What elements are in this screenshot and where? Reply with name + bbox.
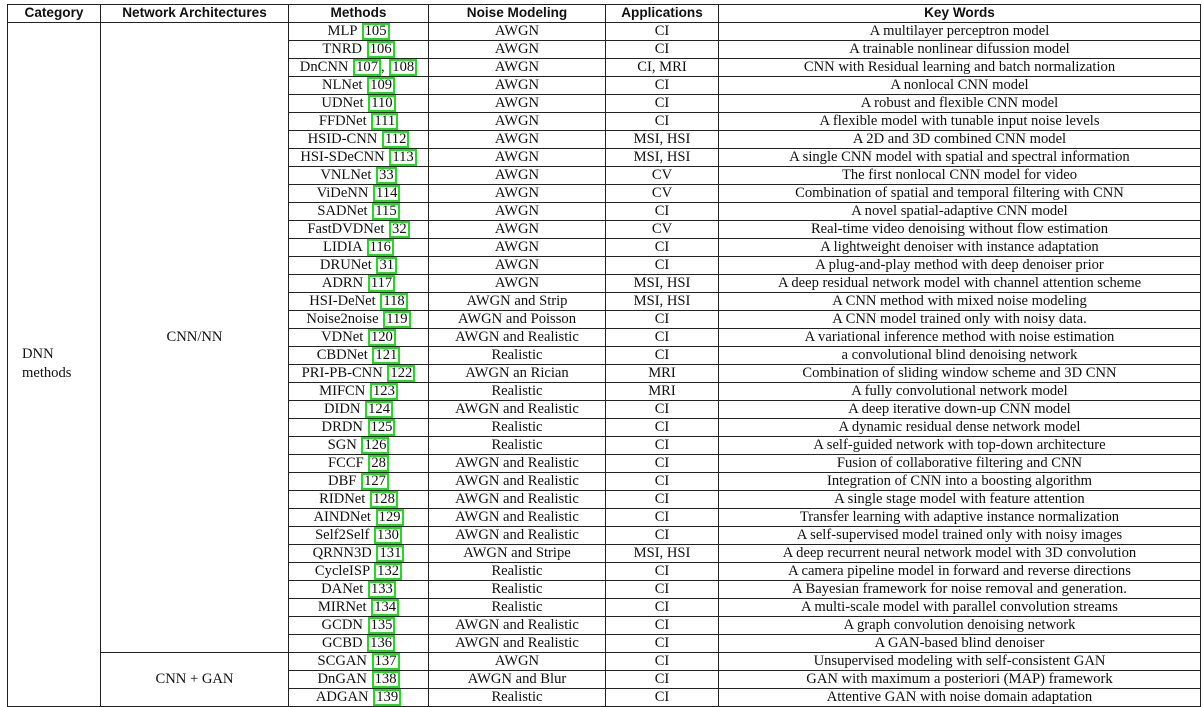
applications-cell: CV: [606, 220, 719, 238]
method-cell: [289, 580, 429, 598]
table-header: [8, 5, 1201, 23]
citation-link[interactable]: 127: [361, 473, 389, 490]
table-row: [8, 652, 1201, 670]
method-name: HSID-CNN: [307, 130, 378, 147]
method-name: UDNet: [321, 94, 364, 111]
method-name: QRNN3D: [312, 544, 372, 561]
method-name: MIRNet: [317, 598, 367, 615]
key-words-cell: A self-supervised model trained only with noisy images: [719, 526, 1201, 544]
applications-cell: CI: [606, 328, 719, 346]
citation-link[interactable]: 132: [374, 563, 402, 580]
applications-cell: CI: [606, 526, 719, 544]
method-name: CycleISP: [314, 562, 370, 579]
key-words-cell: A dynamic residual dense network model: [719, 418, 1201, 436]
noise-modeling-cell: AWGN: [429, 40, 606, 58]
applications-cell: CV: [606, 184, 719, 202]
noise-modeling-cell: AWGN and Blur: [429, 670, 606, 688]
citation-link[interactable]: 120: [368, 329, 396, 346]
method-cell: [289, 148, 429, 166]
key-words-cell: a convolutional blind denoising network: [719, 346, 1201, 364]
method-cell: [289, 382, 429, 400]
method-name: SCGAN: [317, 652, 367, 669]
key-words-cell: A fully convolutional network model: [719, 382, 1201, 400]
citation-link[interactable]: 108: [389, 59, 417, 76]
citation-link[interactable]: 130: [374, 527, 402, 544]
key-words-cell: The first nonlocal CNN model for video: [719, 166, 1201, 184]
method-cell: [289, 472, 429, 490]
method-name: DRUNet: [319, 256, 372, 273]
noise-modeling-cell: AWGN: [429, 130, 606, 148]
applications-cell: CI: [606, 76, 719, 94]
key-words-cell: A graph convolution denoising network: [719, 616, 1201, 634]
citation-link[interactable]: 137: [372, 653, 400, 670]
citation-link[interactable]: 135: [368, 617, 396, 634]
method-cell: [289, 184, 429, 202]
key-words-cell: A CNN model trained only with noisy data.: [719, 310, 1201, 328]
noise-modeling-cell: AWGN and Realistic: [429, 508, 606, 526]
key-words-cell: A trainable nonlinear difussion model: [719, 40, 1201, 58]
key-words-cell: A CNN method with mixed noise modeling: [719, 292, 1201, 310]
method-name: SADNet: [317, 202, 368, 219]
key-words-cell: A flexible model with tunable input noise levels: [719, 112, 1201, 130]
method-cell: [289, 130, 429, 148]
architecture-cell: CNN + GAN: [101, 652, 289, 706]
method-cell: [289, 220, 429, 238]
key-words-cell: A GAN-based blind denoiser: [719, 634, 1201, 652]
applications-cell: CI: [606, 652, 719, 670]
method-cell: [289, 202, 429, 220]
method-name: AINDNet: [313, 508, 371, 525]
applications-cell: MSI, HSI: [606, 148, 719, 166]
applications-cell: MSI, HSI: [606, 292, 719, 310]
noise-modeling-cell: AWGN: [429, 238, 606, 256]
noise-modeling-cell: AWGN and Realistic: [429, 634, 606, 652]
noise-modeling-cell: AWGN and Realistic: [429, 526, 606, 544]
key-words-cell: A multi-scale model with parallel convolution streams: [719, 598, 1201, 616]
category-label-line2: methods: [22, 365, 72, 381]
citation-link[interactable]: 113: [389, 149, 416, 166]
noise-modeling-cell: AWGN and Realistic: [429, 454, 606, 472]
method-name: DBF: [328, 472, 357, 489]
method-cell: [289, 508, 429, 526]
method-cell: [289, 328, 429, 346]
citation-link[interactable]: 118: [380, 293, 407, 310]
noise-modeling-cell: AWGN and Realistic: [429, 490, 606, 508]
applications-cell: CI: [606, 346, 719, 364]
noise-modeling-cell: Realistic: [429, 598, 606, 616]
method-name: VDNet: [321, 328, 364, 345]
method-name: SGN: [327, 436, 357, 453]
method-cell: [289, 22, 429, 40]
method-name: ViDeNN: [316, 184, 369, 201]
method-cell: [289, 436, 429, 454]
citation-link[interactable]: 119: [383, 311, 410, 328]
method-name: HSI-DeNet: [309, 292, 376, 309]
key-words-cell: Transfer learning with adaptive instance normalization: [719, 508, 1201, 526]
applications-cell: CI: [606, 508, 719, 526]
key-words-cell: A camera pipeline model in forward and reverse directions: [719, 562, 1201, 580]
method-name: FastDVDNet: [307, 220, 385, 237]
method-cell: [289, 616, 429, 634]
method-cell: [289, 526, 429, 544]
key-words-cell: Unsupervised modeling with self-consistent GAN: [719, 652, 1201, 670]
citation-link[interactable]: 107: [353, 59, 381, 76]
header-applications: Applications: [606, 5, 719, 23]
method-name: HSI-SDeCNN: [300, 148, 385, 165]
key-words-cell: Fusion of collaborative filtering and CNN: [719, 454, 1201, 472]
method-name: RIDNet: [319, 490, 366, 507]
method-name: ADGAN: [315, 688, 369, 705]
noise-modeling-cell: AWGN: [429, 202, 606, 220]
applications-cell: CI: [606, 616, 719, 634]
method-cell: [289, 274, 429, 292]
citation-link[interactable]: 31: [376, 257, 397, 274]
noise-modeling-cell: AWGN and Poisson: [429, 310, 606, 328]
method-name: CBDNet: [316, 346, 368, 363]
citation-link[interactable]: 110: [368, 95, 395, 112]
method-cell: [289, 94, 429, 112]
dnn-methods-table: [7, 4, 1201, 707]
method-name: DIDN: [323, 400, 361, 417]
noise-modeling-cell: AWGN: [429, 58, 606, 76]
citation-link[interactable]: 114: [373, 185, 400, 202]
applications-cell: CI: [606, 598, 719, 616]
method-name: Noise2noise: [306, 310, 379, 327]
method-name: PRI-PB-CNN: [301, 364, 383, 381]
method-name: FFDNet: [318, 112, 367, 129]
key-words-cell: Integration of CNN into a boosting algorithm: [719, 472, 1201, 490]
header-methods: Methods: [289, 5, 429, 23]
architecture-cell: CNN/NN: [101, 22, 289, 652]
citation-link[interactable]: 125: [368, 419, 396, 436]
method-cell: [289, 346, 429, 364]
applications-cell: CV: [606, 166, 719, 184]
method-name: DnGAN: [317, 670, 367, 687]
method-name: ADRN: [321, 274, 364, 291]
citation-link[interactable]: 122: [387, 365, 415, 382]
noise-modeling-cell: AWGN: [429, 184, 606, 202]
key-words-cell: A deep recurrent neural network model with 3D convolution: [719, 544, 1201, 562]
key-words-cell: A nonlocal CNN model: [719, 76, 1201, 94]
citation-link[interactable]: 134: [371, 599, 399, 616]
method-cell: [289, 238, 429, 256]
method-cell: [289, 544, 429, 562]
applications-cell: CI: [606, 634, 719, 652]
method-name: DANet: [321, 580, 364, 597]
citation-link[interactable]: 138: [372, 671, 400, 688]
citation-link[interactable]: 111: [371, 113, 398, 130]
citation-link[interactable]: 123: [370, 383, 398, 400]
key-words-cell: A deep iterative down-up CNN model: [719, 400, 1201, 418]
method-name: DnCNN: [299, 58, 349, 75]
noise-modeling-cell: AWGN and Realistic: [429, 472, 606, 490]
key-words-cell: A 2D and 3D combined CNN model: [719, 130, 1201, 148]
noise-modeling-cell: AWGN and Realistic: [429, 328, 606, 346]
key-words-cell: Attentive GAN with noise domain adaptation: [719, 688, 1201, 706]
method-name: MLP: [327, 22, 357, 39]
method-cell: [289, 598, 429, 616]
applications-cell: CI: [606, 310, 719, 328]
method-name: TNRD: [322, 40, 363, 57]
noise-modeling-cell: AWGN and Realistic: [429, 616, 606, 634]
applications-cell: CI: [606, 22, 719, 40]
header-architecture: Network Architectures: [101, 5, 289, 23]
citation-link[interactable]: 112: [382, 131, 409, 148]
key-words-cell: A novel spatial-adaptive CNN model: [719, 202, 1201, 220]
applications-cell: CI: [606, 94, 719, 112]
noise-modeling-cell: AWGN: [429, 652, 606, 670]
dnn-methods-table-container: [7, 4, 1201, 707]
table-body: [8, 22, 1201, 706]
method-name: MIFCN: [319, 382, 366, 399]
applications-cell: CI: [606, 454, 719, 472]
applications-cell: CI, MRI: [606, 58, 719, 76]
citation-link[interactable]: 106: [367, 41, 395, 58]
header-category: Category: [8, 5, 101, 23]
header-key-words: Key Words: [719, 5, 1201, 23]
citation-link[interactable]: 139: [373, 689, 401, 706]
noise-modeling-cell: Realistic: [429, 688, 606, 706]
key-words-cell: A single CNN model with spatial and spectral information: [719, 148, 1201, 166]
noise-modeling-cell: AWGN and Strip: [429, 292, 606, 310]
applications-cell: CI: [606, 400, 719, 418]
method-cell: [289, 652, 429, 670]
method-cell: [289, 670, 429, 688]
applications-cell: MRI: [606, 382, 719, 400]
applications-cell: CI: [606, 436, 719, 454]
noise-modeling-cell: AWGN: [429, 76, 606, 94]
key-words-cell: A single stage model with feature attention: [719, 490, 1201, 508]
citation-link[interactable]: 133: [368, 581, 396, 598]
applications-cell: CI: [606, 112, 719, 130]
method-cell: [289, 562, 429, 580]
noise-modeling-cell: AWGN: [429, 220, 606, 238]
citation-link[interactable]: 131: [376, 545, 404, 562]
noise-modeling-cell: AWGN: [429, 166, 606, 184]
header-row: [8, 5, 1201, 23]
noise-modeling-cell: Realistic: [429, 418, 606, 436]
method-cell: DnCNN 107 , 108: [289, 58, 429, 76]
method-cell: [289, 454, 429, 472]
noise-modeling-cell: AWGN and Realistic: [429, 400, 606, 418]
method-cell: [289, 490, 429, 508]
citation-link[interactable]: 117: [368, 275, 395, 292]
noise-modeling-cell: Realistic: [429, 562, 606, 580]
noise-modeling-cell: AWGN: [429, 148, 606, 166]
citation-link[interactable]: 116: [367, 239, 394, 256]
method-cell: [289, 292, 429, 310]
citation-link[interactable]: 128: [370, 491, 398, 508]
category-cell: [8, 22, 101, 706]
table-row: [8, 22, 1201, 40]
applications-cell: CI: [606, 238, 719, 256]
citation-link[interactable]: 121: [372, 347, 400, 364]
citation-link[interactable]: 126: [361, 437, 389, 454]
noise-modeling-cell: Realistic: [429, 346, 606, 364]
method-name: GCDN: [321, 616, 363, 633]
citation-link[interactable]: 124: [365, 401, 393, 418]
applications-cell: CI: [606, 688, 719, 706]
applications-cell: CI: [606, 562, 719, 580]
citation-link[interactable]: 136: [367, 635, 395, 652]
applications-cell: CI: [606, 670, 719, 688]
method-cell: [289, 364, 429, 382]
applications-cell: MSI, HSI: [606, 130, 719, 148]
key-words-cell: A Bayesian framework for noise removal and generation.: [719, 580, 1201, 598]
method-name: DRDN: [321, 418, 363, 435]
method-name: Self2Self: [315, 526, 370, 543]
noise-modeling-cell: AWGN and Stripe: [429, 544, 606, 562]
noise-modeling-cell: Realistic: [429, 436, 606, 454]
noise-modeling-cell: AWGN: [429, 274, 606, 292]
citation-link[interactable]: 28: [368, 455, 389, 472]
method-cell: [289, 40, 429, 58]
key-words-cell: Real-time video denoising without flow estimation: [719, 220, 1201, 238]
applications-cell: CI: [606, 472, 719, 490]
key-words-cell: A multilayer perceptron model: [719, 22, 1201, 40]
noise-modeling-cell: AWGN: [429, 94, 606, 112]
method-name: VNLNet: [320, 166, 372, 183]
applications-cell: CI: [606, 490, 719, 508]
header-noise-modeling: Noise Modeling: [429, 5, 606, 23]
citation-link[interactable]: 105: [362, 23, 390, 40]
key-words-cell: A deep residual network model with channel attention scheme: [719, 274, 1201, 292]
method-cell: [289, 76, 429, 94]
key-words-cell: Combination of sliding window scheme and 3D CNN: [719, 364, 1201, 382]
applications-cell: CI: [606, 580, 719, 598]
method-name: LIDIA: [323, 238, 362, 255]
method-cell: [289, 688, 429, 706]
key-words-cell: GAN with maximum a posteriori (MAP) framework: [719, 670, 1201, 688]
applications-cell: CI: [606, 202, 719, 220]
citation-link[interactable]: 32: [389, 221, 410, 238]
applications-cell: MSI, HSI: [606, 274, 719, 292]
method-cell: [289, 400, 429, 418]
citation-link[interactable]: 33: [376, 167, 397, 184]
applications-cell: MRI: [606, 364, 719, 382]
citation-link[interactable]: 129: [376, 509, 404, 526]
method-cell: [289, 166, 429, 184]
method-name: FCCF: [328, 454, 364, 471]
category-label-line1: DNN: [22, 346, 54, 362]
method-cell: [289, 634, 429, 652]
noise-modeling-cell: Realistic: [429, 382, 606, 400]
key-words-cell: A self-guided network with top-down architecture: [719, 436, 1201, 454]
noise-modeling-cell: AWGN: [429, 112, 606, 130]
key-words-cell: A variational inference method with noise estimation: [719, 328, 1201, 346]
method-cell: [289, 310, 429, 328]
method-name: GCBD: [321, 634, 363, 651]
key-words-cell: CNN with Residual learning and batch normalization: [719, 58, 1201, 76]
noise-modeling-cell: AWGN an Rician: [429, 364, 606, 382]
method-cell: [289, 112, 429, 130]
method-cell: [289, 256, 429, 274]
key-words-cell: Combination of spatial and temporal filtering with CNN: [719, 184, 1201, 202]
applications-cell: CI: [606, 256, 719, 274]
key-words-cell: A robust and flexible CNN model: [719, 94, 1201, 112]
key-words-cell: A plug-and-play method with deep denoiser prior: [719, 256, 1201, 274]
noise-modeling-cell: AWGN: [429, 22, 606, 40]
noise-modeling-cell: Realistic: [429, 580, 606, 598]
noise-modeling-cell: AWGN: [429, 256, 606, 274]
method-cell: [289, 418, 429, 436]
applications-cell: MSI, HSI: [606, 544, 719, 562]
key-words-cell: A lightweight denoiser with instance adaptation: [719, 238, 1201, 256]
method-name: NLNet: [321, 76, 363, 93]
citation-link[interactable]: 109: [367, 77, 395, 94]
applications-cell: CI: [606, 40, 719, 58]
citation-link[interactable]: 115: [372, 203, 399, 220]
applications-cell: CI: [606, 418, 719, 436]
